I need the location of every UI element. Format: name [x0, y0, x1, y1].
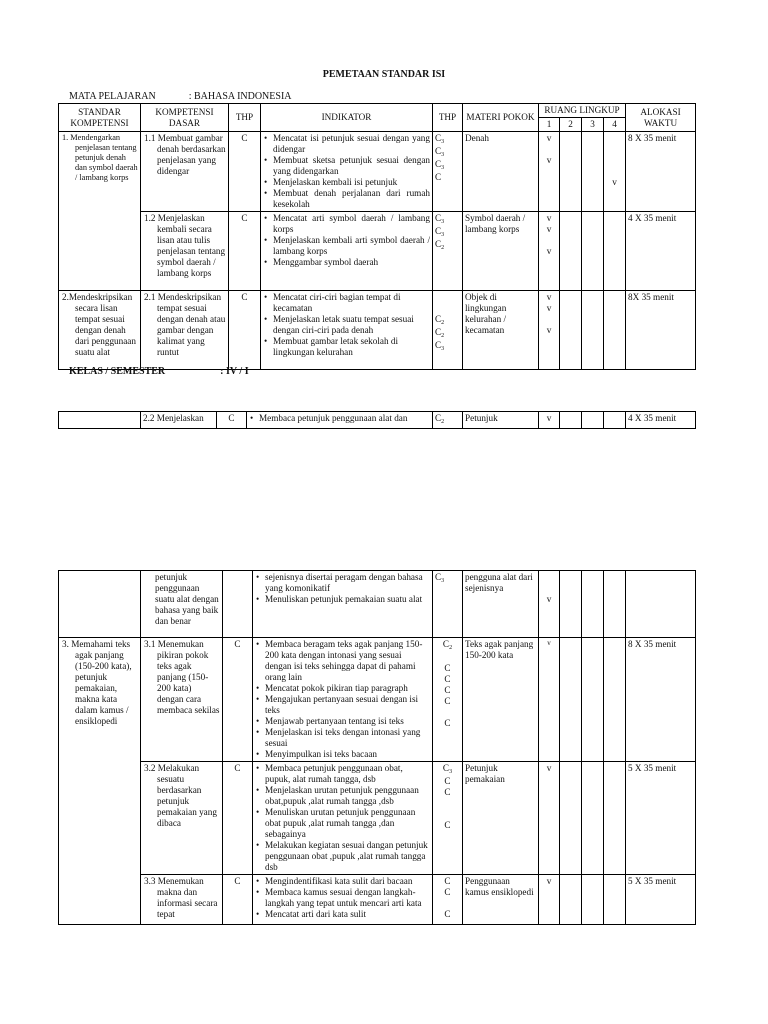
- rl2-cell: [560, 132, 582, 212]
- table-row: [59, 571, 696, 638]
- indikator-cell: [261, 132, 433, 212]
- thp2-item: $C_3$: [435, 159, 445, 171]
- rl1-cell: v: [539, 875, 560, 925]
- list-item: • Membaca kamus sesuai dengan langkah-langkah yang tepat untuk mencari arti kata: [255, 887, 430, 909]
- check-mark: v: [546, 155, 552, 165]
- table-row: [59, 638, 696, 762]
- list-item: • Menjelaskan kembali arti symbol daerah / lambang korps: [263, 235, 430, 257]
- thp-cell: C: [229, 132, 261, 212]
- materi-cell: Denah: [463, 132, 539, 212]
- table-row: [59, 875, 696, 925]
- list-item: • Menuliskan urutan petunjuk penggunaan obat pupuk ,alat rumah tangga ,dan sebagainya: [255, 807, 430, 840]
- list-item: • Membuat denah perjalanan dari rumah kesekolah: [263, 188, 430, 210]
- alokasi-cell: 8 X 35 menit: [626, 132, 696, 212]
- alokasi-cell: 4 X 35 menit: [626, 212, 696, 291]
- indikator-cell: [261, 291, 433, 370]
- list-item: • Menuliskan petunjuk pemakaian suatu alat: [255, 594, 430, 605]
- table-row: [59, 412, 696, 429]
- list-item: • Menjelaskan urutan petunjuk penggunaan obat,pupuk ,alat rumah tangga ,dsb: [255, 785, 430, 807]
- header-thp: THP: [229, 104, 261, 132]
- thp2-cell: $C_2$: [433, 412, 463, 429]
- materi-cell: Petunjuk: [463, 412, 539, 429]
- indikator-cell: [261, 212, 433, 291]
- rl1-cell: v v v: [539, 212, 560, 291]
- materi-cell: pengguna alat dari sejenisnya: [463, 571, 539, 638]
- thp-cell: C: [223, 762, 253, 875]
- materi-cell: Teks agak panjang 150-200 kata: [463, 638, 539, 762]
- header-kompetensi-dasar: KOMPETENSI DASAR: [141, 104, 229, 132]
- indikator-cell: [253, 638, 433, 762]
- thp-cell: C: [217, 412, 247, 429]
- rl1-cell: v: [539, 412, 560, 429]
- thp-cell: C: [223, 638, 253, 762]
- list-item: • Mengajukan pertanyaan sesuai dengan isi teks: [255, 694, 430, 716]
- indikator-cell: [247, 412, 433, 429]
- thp2-item: $C_3$: [435, 133, 445, 145]
- check-mark: v: [612, 177, 617, 187]
- list-item: • Mencatat pokok pikiran tiap paragraph: [255, 683, 430, 694]
- table-row: [59, 762, 696, 875]
- thp-cell: C: [229, 212, 261, 291]
- standard-table-1: [58, 103, 696, 370]
- thp-cell: C: [223, 875, 253, 925]
- list-item: • sejenisnya disertai peragam dengan bahasa yang komonikatif: [255, 572, 430, 594]
- list-item: • Mencatat isi petunjuk sesuai dengan yang didengar: [263, 133, 430, 155]
- check-mark: v: [546, 133, 552, 143]
- list-item: • Membaca petunjuk penggunaan obat, pupuk, alat rumah tangga, dsb: [255, 763, 430, 785]
- list-item: • Membuat gambar letak sekolah di lingkungan kelurahan: [263, 336, 430, 358]
- header-alokasi-waktu: ALOKASI WAKTU: [626, 104, 696, 132]
- list-item: • Membaca petunjuk penggunaan alat dan: [249, 413, 430, 424]
- rl1-cell: v v v: [539, 291, 560, 370]
- alokasi-cell: 8 X 35 menit: [626, 638, 696, 762]
- subject-line: [69, 91, 292, 102]
- materi-cell: Penggunaan kamus ensiklopedi: [463, 875, 539, 925]
- thp2-cell: $C_3$: [433, 571, 463, 638]
- standard-table-2: [58, 411, 696, 429]
- table-row: [59, 132, 696, 212]
- thp2-item: $C_3$: [435, 146, 445, 158]
- header-standar-kompetensi: STANDAR KOMPETENSI: [59, 104, 141, 132]
- kd-cell: 2.1 Mendeskripsikan tempat sesuai dengan denah atau gambar dengan kalimat yang runtut: [141, 291, 229, 370]
- header-thp-2: THP: [433, 104, 463, 132]
- header-rl-4: 4: [604, 118, 626, 132]
- rl1-cell: v: [539, 762, 560, 875]
- materi-cell: Petunjuk pemakaian: [463, 762, 539, 875]
- header-ruang-lingkup: RUANG LINGKUP: [539, 104, 626, 118]
- kelas-line: [69, 366, 249, 377]
- thp-cell: C: [229, 291, 261, 370]
- kd-cell: 1.1 Membuat gambar denah berdasarkan penjelasan yang didengar: [141, 132, 229, 212]
- subject-value: : BAHASA INDONESIA: [188, 91, 292, 102]
- subject-label: MATA PELAJARAN: [69, 91, 156, 102]
- materi-cell: Symbol daerah / lambang korps: [463, 212, 539, 291]
- indikator-cell: [253, 571, 433, 638]
- rl4-cell: [604, 132, 626, 212]
- sk-cell: 3. Memahami teks agak panjang (150-200 kata), petunjuk pemakaian, makna kata dalam kamus / ensiklopedi: [59, 638, 141, 925]
- rl1-cell: v: [539, 571, 560, 638]
- header-rl-3: 3: [582, 118, 604, 132]
- kd-cell: 3.3 Menemukan makna dan informasi secara tepat: [141, 875, 223, 925]
- list-item: • Menjelaskan isi teks dengan intonasi yang sesuai: [255, 727, 430, 749]
- rl1-cell: v: [539, 638, 560, 762]
- alokasi-cell: 8X 35 menit: [626, 291, 696, 370]
- sk-cell: 2.Mendeskripsikan secara lisan tempat sesuai dengan denah dari penggunaan suatu alat: [59, 291, 141, 370]
- list-item: • Melakukan kegiatan sesuai dangan petunjuk penggunaan obat ,pupuk ,alat rumah tangga dsb: [255, 840, 430, 873]
- page-title: PEMETAAN STANDAR ISI: [322, 69, 446, 80]
- thp2-item: C: [435, 172, 442, 182]
- thp2-cell: C C C: [433, 875, 463, 925]
- indikator-cell: [253, 762, 433, 875]
- list-item: • Menjawab pertanyaan tentang isi teks: [255, 716, 430, 727]
- list-item: • Menyimpulkan isi teks bacaan: [255, 749, 430, 760]
- thp2-cell: $C_2$ $C_2$ $C_3$: [433, 291, 463, 370]
- materi-cell: Objek di lingkungan kelurahan / kecamatan: [463, 291, 539, 370]
- thp2-cell: $C_3$ $C_3$ $C_2$: [433, 212, 463, 291]
- thp2-cell: $C_2$ C C C C C: [433, 638, 463, 762]
- list-item: • Menjelaskan letak suatu tempat sesuai dengan ciri-ciri pada denah: [263, 314, 430, 336]
- list-item: • Mencatat arti dari kata sulit: [255, 909, 430, 920]
- list-item: • Membaca beragam teks agak panjang 150-200 kata dengan intonasi yang sesuai dengan isi teks sehingga dapat di pahami orang lain: [255, 639, 430, 683]
- header-rl-1: 1: [539, 118, 560, 132]
- list-item: • Mencatat ciri-ciri bagian tempat di kecamatan: [263, 292, 430, 314]
- table-row: [59, 291, 696, 370]
- header-materi-pokok: MATERI POKOK: [463, 104, 539, 132]
- kd-cell: 3.1 Menemukan pikiran pokok teks agak panjang (150-200 kata) dengan cara membaca sekilas: [141, 638, 223, 762]
- header-rl-2: 2: [560, 118, 582, 132]
- standard-table-3: [58, 570, 696, 925]
- kd-cell: 1.2 Menjelaskan kembali secara lisan atau tulis penjelasan tentang symbol daerah / lambang korps: [141, 212, 229, 291]
- alokasi-cell: 4 X 35 menit: [626, 412, 696, 429]
- list-item: • Membuat sketsa petunjuk sesuai dengan yang didengarkan: [263, 155, 430, 177]
- list-item: • Menggambar symbol daerah: [263, 257, 430, 268]
- kelas-value: : IV / I: [220, 366, 249, 377]
- indikator-cell: [253, 875, 433, 925]
- alokasi-cell: 5 X 35 menit: [626, 762, 696, 875]
- table-row: [59, 212, 696, 291]
- rl1-cell: [539, 132, 560, 212]
- thp2-cell: [433, 132, 463, 212]
- list-item: • Menjelaskan kembali isi petunjuk: [263, 177, 430, 188]
- kd-cell: petunjuk penggunaan suatu alat dengan bahasa yang baik dan benar: [141, 571, 223, 638]
- kelas-label: KELAS / SEMESTER: [69, 366, 166, 377]
- kd-cell: 3.2 Melakukan sesuatu berdasarkan petunjuk pemakaian yang dibaca: [141, 762, 223, 875]
- thp2-cell: $C_3$ C C C: [433, 762, 463, 875]
- header-indikator: INDIKATOR: [261, 104, 433, 132]
- alokasi-cell: 5 X 35 menit: [626, 875, 696, 925]
- list-item: • Mencatat arti symbol daerah / lambang korps: [263, 213, 430, 235]
- list-item: • Mengindentifikasi kata sulit dari bacaan: [255, 876, 430, 887]
- kd-cell: 2.2 Menjelaskan: [141, 412, 217, 429]
- sk-cell: 1. Mendengarkan penjelasan tentang petunjuk denah dan symbol daerah / lambang korps: [59, 132, 141, 291]
- rl3-cell: [582, 132, 604, 212]
